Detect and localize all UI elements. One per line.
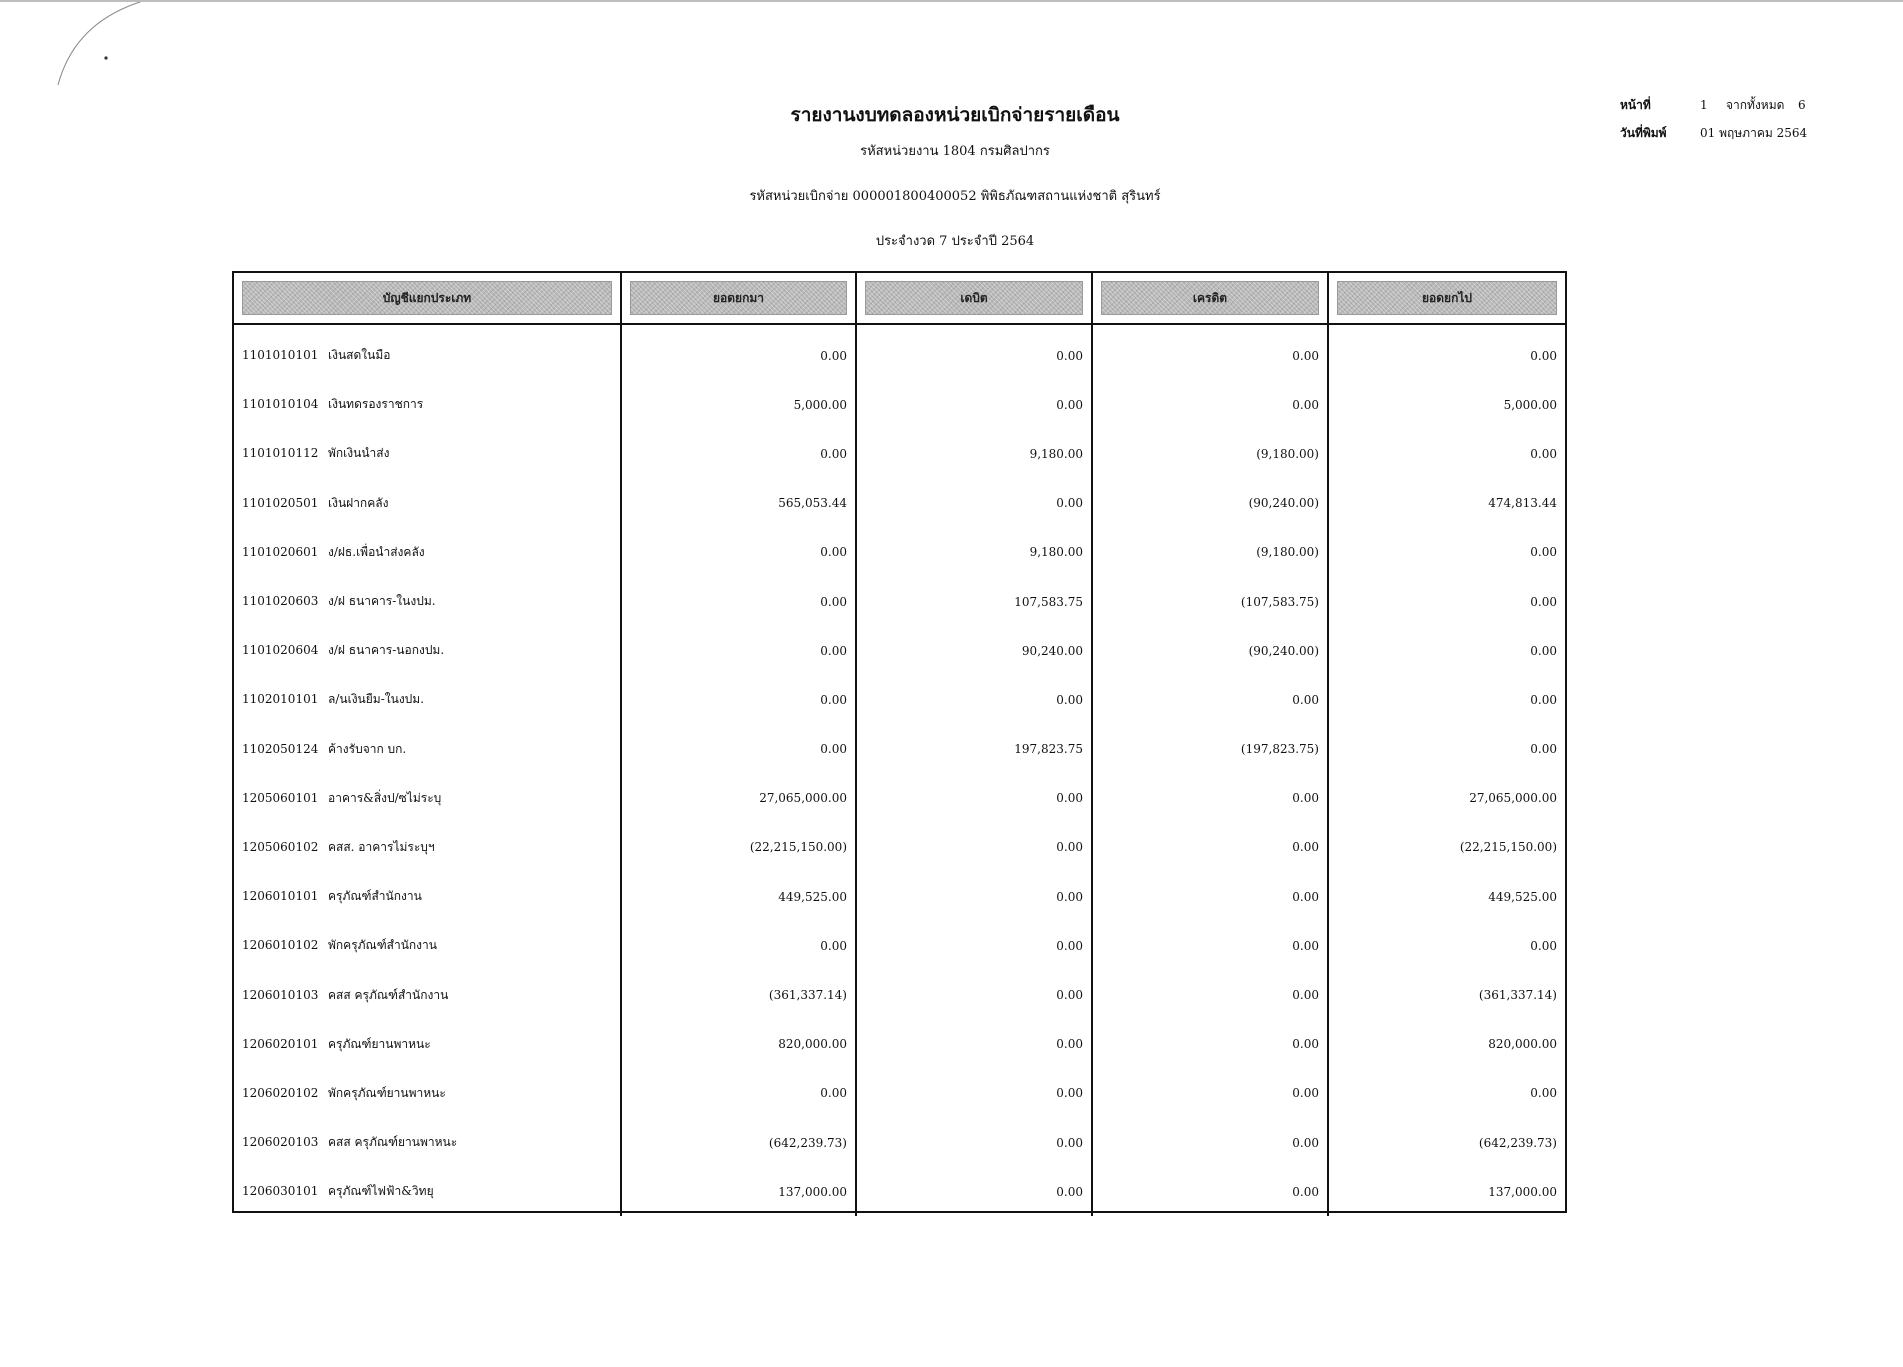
header-debit: เดบิต: [856, 273, 1092, 324]
trial-balance-table: [232, 271, 1567, 1213]
carried-forward-cell: (361,337.14): [1478, 988, 1557, 1003]
account-name: คสส ครุภัณฑ์ยานพาหนะ: [328, 1135, 458, 1150]
carried-forward-cell: 137,000.00: [1488, 1184, 1557, 1199]
debit-cell: 0.00: [856, 479, 1092, 528]
table-row: [234, 1020, 1565, 1069]
account-code: 1206030101: [242, 1184, 319, 1199]
debit-cell: 9,180.00: [856, 528, 1092, 577]
debit-cell: 90,240.00: [856, 626, 1092, 675]
carried-forward-cell: 0.00: [1530, 545, 1557, 560]
brought-forward-cell: 0.00: [621, 626, 856, 675]
debit-cell: 0.00: [856, 1167, 1092, 1216]
credit-cell: 0.00: [1092, 1069, 1328, 1118]
table-row: [234, 479, 1565, 528]
table-row: [234, 1118, 1565, 1167]
debit-cell: 0.00: [856, 921, 1092, 970]
credit-cell: (9,180.00): [1092, 528, 1328, 577]
table-row: [234, 577, 1565, 626]
carried-forward-cell: 0.00: [1530, 692, 1557, 707]
account-code: 1101020604: [242, 643, 319, 658]
table-row: [234, 774, 1565, 823]
debit-cell: 0.00: [856, 1020, 1092, 1069]
account-cell: [234, 380, 621, 429]
table-row: [234, 324, 1565, 380]
account-cell: [234, 1118, 621, 1167]
header-account: บัญชีแยกประเภท: [234, 273, 621, 324]
account-code: 1206010101: [242, 889, 319, 904]
account-code: 1101010112: [242, 446, 319, 461]
debit-cell: 0.00: [856, 1118, 1092, 1167]
brought-forward-cell: (22,215,150.00): [621, 823, 856, 872]
account-name: เงินฝากคลัง: [328, 495, 389, 510]
account-name: พักครุภัณฑ์ยานพาหนะ: [328, 1085, 446, 1100]
table-row: [234, 675, 1565, 724]
brought-forward-cell: (642,239.73): [621, 1118, 856, 1167]
brought-forward-cell: 820,000.00: [621, 1020, 856, 1069]
carried-forward-cell: 0.00: [1530, 446, 1557, 461]
carried-forward-cell: 0.00: [1530, 1086, 1557, 1101]
account-code: 1101010104: [242, 397, 319, 412]
account-code: 1101020603: [242, 594, 319, 609]
credit-cell: 0.00: [1092, 380, 1328, 429]
credit-cell: 0.00: [1092, 1118, 1328, 1167]
debit-cell: 0.00: [856, 970, 1092, 1019]
brought-forward-cell: 0.00: [621, 528, 856, 577]
credit-cell: 0.00: [1092, 675, 1328, 724]
carried-forward-cell: 5,000.00: [1503, 397, 1557, 412]
agency-line: รหัสหน่วยงาน 1804 กรมศิลปากร: [860, 144, 1050, 159]
account-code: 1206020102: [242, 1085, 319, 1100]
debit-cell: 0.00: [856, 324, 1092, 380]
carried-forward-cell: 0.00: [1530, 742, 1557, 757]
brought-forward-cell: 0.00: [621, 675, 856, 724]
debit-cell: 0.00: [856, 774, 1092, 823]
account-code: 1101020601: [242, 544, 319, 559]
table-header-row: [234, 273, 1565, 324]
carried-forward-cell: 0.00: [1530, 643, 1557, 658]
print-date: 01 พฤษภาคม 2564: [1700, 126, 1808, 140]
account-name: คสส. อาคารไม่ระบุฯ: [328, 839, 435, 854]
account-code: 1206010102: [242, 938, 319, 953]
account-cell: [234, 429, 621, 478]
credit-cell: 0.00: [1092, 1020, 1328, 1069]
account-cell: [234, 823, 621, 872]
table-row: [234, 429, 1565, 478]
account-name: พักครุภัณฑ์สำนักงาน: [328, 938, 437, 953]
table-row: [234, 1069, 1565, 1118]
brought-forward-cell: 137,000.00: [621, 1167, 856, 1216]
brought-forward-cell: 0.00: [621, 577, 856, 626]
carried-forward-cell: (22,215,150.00): [1459, 840, 1557, 855]
credit-cell: (90,240.00): [1092, 626, 1328, 675]
header-credit: เครดิต: [1092, 273, 1328, 324]
credit-cell: (107,583.75): [1092, 577, 1328, 626]
account-name: ค้างรับจาก บก.: [328, 741, 407, 756]
disbursing-unit-line: รหัสหน่วยเบิกจ่าย 000001800400052 พิพิธภัณฑสถานแห่งชาติ สุรินทร์: [749, 189, 1161, 204]
table-row: [234, 872, 1565, 921]
carried-forward-cell: 0.00: [1530, 594, 1557, 609]
account-name: ล/นเงินยืม-ในงปม.: [328, 692, 425, 707]
credit-cell: 0.00: [1092, 921, 1328, 970]
table-row: [234, 528, 1565, 577]
account-name: อาคาร&สิ่งป/ซไม่ระบุ: [328, 790, 442, 805]
credit-cell: 0.00: [1092, 1167, 1328, 1216]
credit-cell: (197,823.75): [1092, 725, 1328, 774]
credit-cell: (9,180.00): [1092, 429, 1328, 478]
account-name: ครุภัณฑ์ยานพาหนะ: [328, 1036, 431, 1051]
brought-forward-cell: 449,525.00: [621, 872, 856, 921]
brought-forward-cell: 5,000.00: [621, 380, 856, 429]
account-name: เงินทดรองราชการ: [328, 397, 424, 412]
table-row: [234, 823, 1565, 872]
page-info: [1620, 96, 1820, 124]
account-cell: [234, 577, 621, 626]
account-code: 1206010103: [242, 987, 319, 1002]
account-name: ครุภัณฑ์ไฟฟ้า&วิทยุ: [328, 1184, 434, 1199]
report-header: [620, 100, 1290, 251]
account-code: 1102010101: [242, 692, 319, 707]
carried-forward-cell: 474,813.44: [1488, 496, 1557, 511]
print-date-info: [1620, 124, 1820, 152]
credit-cell: 0.00: [1092, 324, 1328, 380]
credit-cell: 0.00: [1092, 823, 1328, 872]
account-code: 1205060102: [242, 839, 319, 854]
print-date-label: วันที่พิมพ์: [1620, 126, 1667, 140]
debit-cell: 0.00: [856, 823, 1092, 872]
debit-cell: 0.00: [856, 380, 1092, 429]
account-code: 1102050124: [242, 741, 319, 756]
account-code: 1101020501: [242, 495, 319, 510]
debit-cell: 197,823.75: [856, 725, 1092, 774]
total-pages: 6: [1798, 98, 1806, 112]
brought-forward-cell: 0.00: [621, 429, 856, 478]
period-line: ประจำงวด 7 ประจำปี 2564: [875, 234, 1035, 249]
account-code: 1205060101: [242, 790, 319, 805]
page-label: หน้าที่: [1620, 98, 1651, 112]
account-name: คสส ครุภัณฑ์สำนักงาน: [328, 987, 449, 1002]
account-cell: [234, 479, 621, 528]
carried-forward-cell: 0.00: [1530, 938, 1557, 953]
account-code: 1206020101: [242, 1036, 319, 1051]
account-code: 1206020103: [242, 1135, 319, 1150]
table-row: [234, 921, 1565, 970]
account-cell: [234, 1020, 621, 1069]
debit-cell: 0.00: [856, 872, 1092, 921]
brought-forward-cell: (361,337.14): [621, 970, 856, 1019]
brought-forward-cell: 0.00: [621, 1069, 856, 1118]
scan-mark: [40, 0, 160, 90]
table-row: [234, 380, 1565, 429]
carried-forward-cell: 27,065,000.00: [1469, 791, 1557, 806]
account-cell: [234, 528, 621, 577]
debit-cell: 0.00: [856, 1069, 1092, 1118]
table-row: [234, 626, 1565, 675]
brought-forward-cell: 27,065,000.00: [621, 774, 856, 823]
account-cell: [234, 1069, 621, 1118]
brought-forward-cell: 0.00: [621, 324, 856, 380]
account-cell: [234, 626, 621, 675]
page-edge: [0, 0, 1903, 2]
account-cell: [234, 324, 621, 380]
credit-cell: (90,240.00): [1092, 479, 1328, 528]
table-row: [234, 970, 1565, 1019]
account-name: ง/ฝ ธนาคาร-นอกงปม.: [328, 643, 445, 658]
account-cell: [234, 1167, 621, 1216]
debit-cell: 9,180.00: [856, 429, 1092, 478]
report-title: รายงานงบทดลองหน่วยเบิกจ่ายรายเดือน: [790, 104, 1120, 126]
header-carried-forward: ยอดยกไป: [1328, 273, 1565, 324]
account-name: พักเงินนำส่ง: [328, 446, 390, 461]
carried-forward-cell: 0.00: [1530, 348, 1557, 363]
account-cell: [234, 872, 621, 921]
table-row: [234, 725, 1565, 774]
table-row: [234, 1167, 1565, 1216]
credit-cell: 0.00: [1092, 774, 1328, 823]
header-brought-forward: ยอดยกมา: [621, 273, 856, 324]
account-cell: [234, 970, 621, 1019]
account-cell: [234, 725, 621, 774]
carried-forward-cell: 820,000.00: [1488, 1037, 1557, 1052]
account-code: 1101010101: [242, 348, 319, 363]
account-cell: [234, 675, 621, 724]
carried-forward-cell: 449,525.00: [1488, 889, 1557, 904]
brought-forward-cell: 565,053.44: [621, 479, 856, 528]
account-name: ครุภัณฑ์สำนักงาน: [328, 889, 422, 904]
page-meta: [1620, 96, 1820, 152]
page-number: 1: [1700, 98, 1708, 112]
account-cell: [234, 921, 621, 970]
debit-cell: 107,583.75: [856, 577, 1092, 626]
brought-forward-cell: 0.00: [621, 921, 856, 970]
credit-cell: 0.00: [1092, 970, 1328, 1019]
brought-forward-cell: 0.00: [621, 725, 856, 774]
debit-cell: 0.00: [856, 675, 1092, 724]
account-cell: [234, 774, 621, 823]
account-name: ง/ฝธ.เพื่อนำส่งคลัง: [328, 544, 425, 559]
account-name: เงินสดในมือ: [328, 348, 391, 363]
credit-cell: 0.00: [1092, 872, 1328, 921]
total-label: จากทั้งหมด: [1726, 98, 1785, 112]
carried-forward-cell: (642,239.73): [1478, 1135, 1557, 1150]
account-name: ง/ฝ ธนาคาร-ในงปม.: [328, 594, 436, 609]
